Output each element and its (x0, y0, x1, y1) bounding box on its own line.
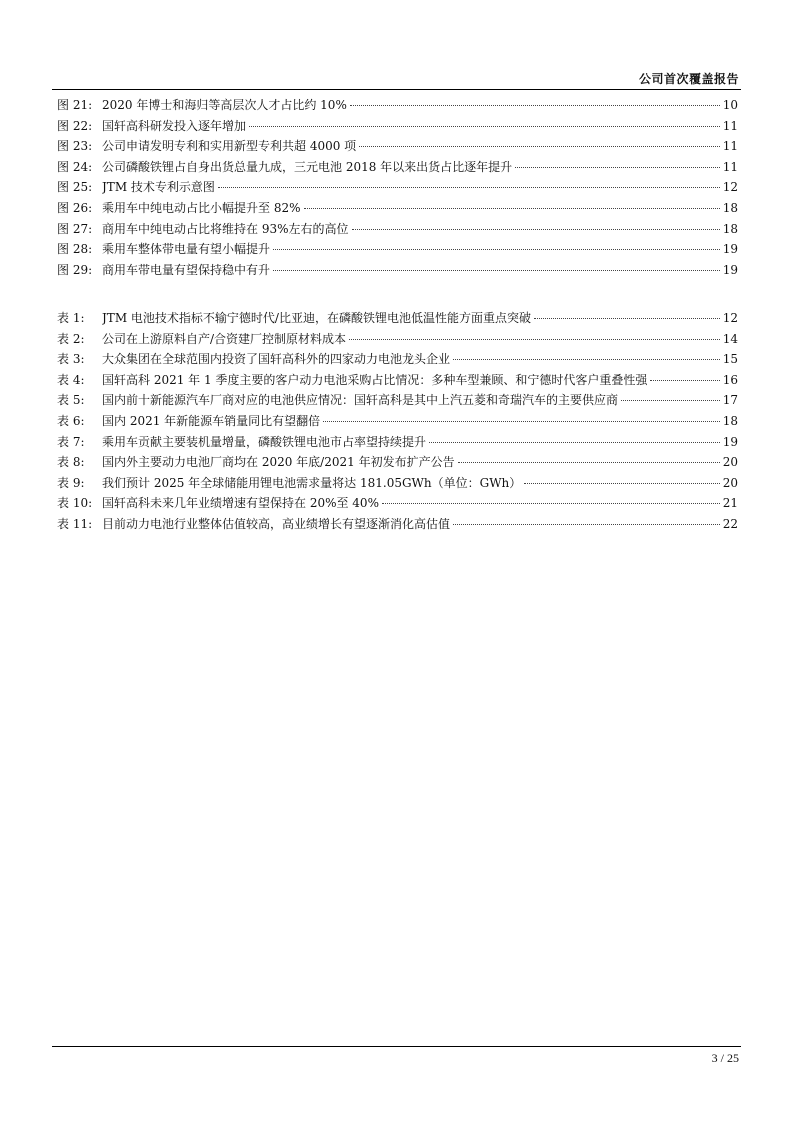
table-entry[interactable] (57, 474, 738, 495)
entry-page-number[interactable]: 20 (722, 455, 738, 470)
entry-label: 图 29: (57, 262, 93, 277)
entry-label: 图 23: (57, 139, 93, 154)
entry-label: 表 8: (57, 455, 85, 470)
entry-title[interactable]: 目前动力电池行业整体估值较高，高业绩增长有望逐渐消化高估值 (102, 516, 451, 531)
entry-title[interactable]: 乘用车中纯电动占比小幅提升至 82% (102, 200, 301, 215)
entry-label: 表 6: (57, 413, 85, 428)
dot-leader (453, 524, 720, 525)
entry-title[interactable]: 2020 年博士和海归等高层次人才占比约 10% (102, 98, 347, 112)
dot-leader (218, 187, 720, 188)
figure-entry[interactable] (57, 96, 738, 117)
dot-leader (458, 462, 720, 463)
table-entry[interactable] (57, 433, 738, 454)
entry-page-number[interactable]: 16 (722, 372, 738, 387)
entry-label: 表 3: (57, 352, 85, 367)
dot-leader (359, 146, 720, 147)
entry-label: 表 4: (57, 372, 85, 387)
dot-leader (249, 126, 720, 127)
entry-label: 图 22: (57, 118, 93, 133)
entry-page-number[interactable]: 18 (722, 200, 738, 215)
entry-page-number[interactable]: 12 (722, 311, 738, 325)
entry-label: 图 27: (57, 221, 93, 236)
table-entry[interactable] (57, 309, 738, 330)
entry-title[interactable]: 公司在上游原料自产/合资建厂控制原材料成本 (102, 331, 347, 346)
entry-title[interactable]: 国内前十新能源汽车厂商对应的电池供应情况：国轩高科是其中上汽五菱和奇瑞汽车的主要供应商 (102, 393, 619, 408)
header-divider (52, 89, 741, 90)
entry-label: 图 25: (57, 180, 93, 195)
figure-entry[interactable] (57, 137, 738, 158)
entry-label: 表 2: (57, 331, 85, 346)
entry-page-number[interactable]: 22 (722, 516, 738, 531)
page-number: 3 / 25 (711, 1051, 739, 1065)
entry-page-number[interactable]: 15 (722, 352, 738, 367)
table-entry[interactable] (57, 371, 738, 392)
entry-label: 图 26: (57, 200, 93, 215)
dot-leader (382, 503, 720, 504)
entry-label: 表 5: (57, 393, 85, 408)
dot-leader (524, 483, 719, 484)
entry-page-number[interactable]: 19 (722, 262, 738, 277)
table-entry[interactable] (57, 453, 738, 474)
entry-page-number[interactable]: 12 (722, 180, 738, 195)
dot-leader (352, 229, 720, 230)
entry-title[interactable]: 国轩高科 2021 年 1 季度主要的客户动力电池采购占比情况：多种车型兼顾、和宁德时代客户重叠性强 (102, 372, 648, 387)
table-entry[interactable] (57, 412, 738, 433)
table-index-list (57, 309, 738, 536)
entry-title[interactable]: JTM 技术专利示意图 (102, 180, 215, 195)
report-type-title: 公司首次覆盖报告 (638, 72, 739, 86)
entry-title[interactable]: 国内 2021 年新能源车销量同比有望翻倍 (102, 413, 321, 428)
entry-title[interactable]: 我们预计 2025 年全球储能用锂电池需求量将达 181.05GWh（单位：GWh） (102, 475, 522, 490)
entry-title[interactable]: 乘用车贡献主要装机量增量，磷酸铁锂电池市占率望持续提升 (102, 434, 427, 449)
figure-entry[interactable] (57, 158, 738, 179)
entry-label: 图 28: (57, 242, 93, 257)
dot-leader (323, 421, 720, 422)
entry-title[interactable]: 乘用车整体带电量有望小幅提升 (102, 242, 271, 257)
entry-label: 图 21: (57, 98, 93, 112)
entry-page-number[interactable]: 18 (722, 413, 738, 428)
figure-entry[interactable] (57, 261, 738, 282)
entry-label: 表 7: (57, 434, 85, 449)
figure-entry[interactable] (57, 117, 738, 138)
entry-page-number[interactable]: 19 (722, 434, 738, 449)
entry-page-number[interactable]: 20 (722, 475, 738, 490)
entry-label: 表 10: (57, 496, 93, 511)
dot-leader (515, 167, 720, 168)
dot-leader (304, 208, 720, 209)
entry-title[interactable]: 公司申请发明专利和实用新型专利共超 4000 项 (102, 139, 357, 154)
entry-page-number[interactable]: 10 (722, 98, 738, 112)
dot-leader (273, 249, 720, 250)
entry-label: 表 11: (57, 516, 93, 531)
dot-leader (273, 270, 720, 271)
dot-leader (534, 318, 720, 319)
table-entry[interactable] (57, 391, 738, 412)
entry-label: 图 24: (57, 159, 93, 174)
entry-page-number[interactable]: 19 (722, 242, 738, 257)
dot-leader (621, 400, 720, 401)
dot-leader (650, 380, 719, 381)
entry-page-number[interactable]: 14 (722, 331, 738, 346)
entry-title[interactable]: 商用车中纯电动占比将维持在 93%左右的高位 (102, 221, 349, 236)
entry-page-number[interactable]: 18 (722, 221, 738, 236)
entry-title[interactable]: JTM 电池技术指标不输宁德时代/比亚迪，在磷酸铁锂电池低温性能方面重点突破 (102, 311, 531, 325)
dot-leader (429, 442, 720, 443)
entry-title[interactable]: 国轩高科未来几年业绩增速有望保持在 20%至 40% (102, 496, 379, 511)
dot-leader (350, 105, 720, 106)
figure-index-list (57, 96, 738, 281)
entry-title[interactable]: 国轩高科研发投入逐年增加 (102, 118, 247, 133)
entry-page-number[interactable]: 11 (722, 159, 738, 174)
table-entry[interactable] (57, 330, 738, 351)
entry-page-number[interactable]: 21 (722, 496, 738, 511)
entry-title[interactable]: 公司磷酸铁锂占自身出货总量九成，三元电池 2018 年以来出货占比逐年提升 (102, 159, 513, 174)
entry-page-number[interactable]: 11 (722, 118, 738, 133)
dot-leader (453, 359, 720, 360)
entry-title[interactable]: 国内外主要动力电池厂商均在 2020 年底/2021 年初发布扩产公告 (102, 455, 455, 470)
entry-page-number[interactable]: 11 (722, 139, 738, 154)
table-entry[interactable] (57, 515, 738, 536)
entry-title[interactable]: 商用车带电量有望保持稳中有升 (102, 262, 271, 277)
figure-entry[interactable] (57, 178, 738, 199)
footer-divider (52, 1046, 741, 1047)
entry-page-number[interactable]: 17 (722, 393, 738, 408)
table-entry[interactable] (57, 494, 738, 515)
figure-entry[interactable] (57, 240, 738, 261)
table-entry[interactable] (57, 350, 738, 371)
entry-title[interactable]: 大众集团在全球范围内投资了国轩高科外的四家动力电池龙头企业 (102, 352, 451, 367)
dot-leader (349, 339, 720, 340)
figure-entry[interactable] (57, 220, 738, 241)
entry-label: 表 1: (57, 311, 85, 325)
figure-entry[interactable] (57, 199, 738, 220)
entry-label: 表 9: (57, 475, 85, 490)
